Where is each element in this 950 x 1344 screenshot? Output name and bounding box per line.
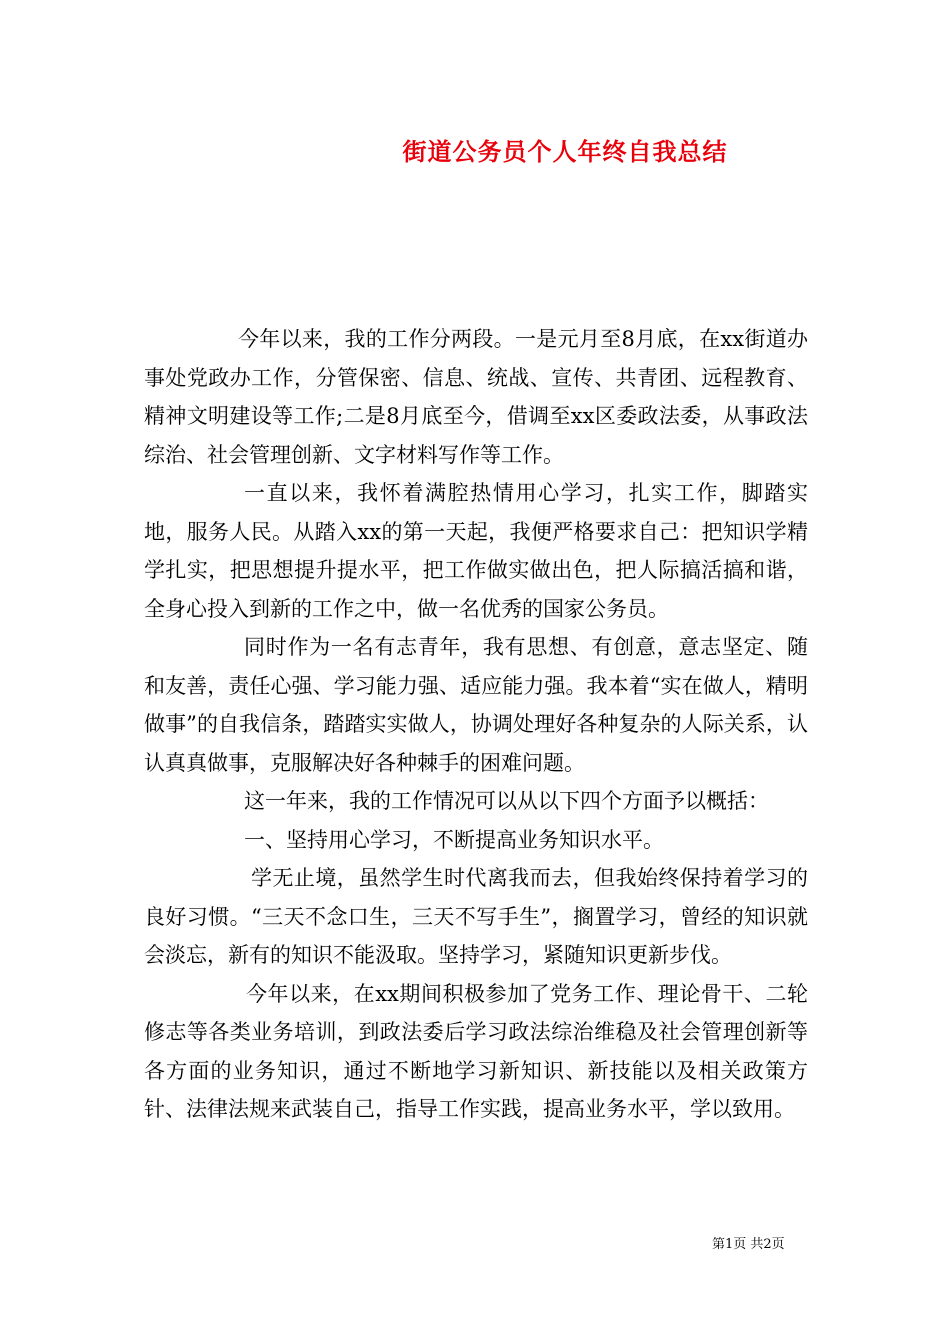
paragraph-learning-habit: 学无止境，虽然学生时代离我而去，但我始终保持着学习的良好习惯。“三天不念口生，三天不写手生”，搁置学习，曾经的知识就会淡忘，新有的知识不能汲取。坚持学习，紧随知识更新步伐。 [144, 866, 808, 967]
paragraph-work-overview: 今年以来，我的工作分两段。一是元月至8月底，在xx街道办事处党政办工作，分管保密、信息、统战、宣传、共青团、远程教育、精神文明建设等工作;二是8月底至今，借调至xx区委政法委，从事政法综治、社会管理创新、文字材料写作等工作。 [144, 327, 808, 467]
paragraph-summary-intro: 这一年来，我的工作情况可以从以下四个方面予以概括： [244, 789, 769, 813]
section-heading-learning: 一、坚持用心学习，不断提高业务知识水平。 [244, 827, 664, 852]
document-body [144, 320, 808, 1129]
paragraph-attitude: 一直以来，我怀着满腔热情用心学习，扎实工作，脚踏实地，服务人民。从踏入xx的第一天起，我便严格要求自己：把知识学精学扎实，把思想提升提水平，把工作做实做出色，把人际搞活搞和谐，全身心投入到新的工作之中，做一名优秀的国家公务员。 [144, 481, 808, 621]
paragraph-training: 今年以来，在xx期间积极参加了党务工作、理论骨干、二轮修志等各类业务培训，到政法委后学习政法综治维稳及社会管理创新等各方面的业务知识，通过不断地学习新知识、新技能以及相关政策方针、法律法规来武装自己，指导工作实践，提高业务水平，学以致用。 [144, 981, 808, 1121]
paragraph-personal-qualities: 同时作为一名有志青年，我有思想、有创意，意志坚定、随和友善，责任心强、学习能力强、适应能力强。我本着“实在做人，精明做事”的自我信条，踏踏实实做人，协调处理好各种复杂的人际关系，认认真真做事，克服解决好各种棘手的困难问题。 [144, 635, 808, 775]
document-title: 街道公务员个人年终自我总结 [402, 138, 728, 166]
page-number: 第1页 共2页 [712, 1237, 785, 1252]
